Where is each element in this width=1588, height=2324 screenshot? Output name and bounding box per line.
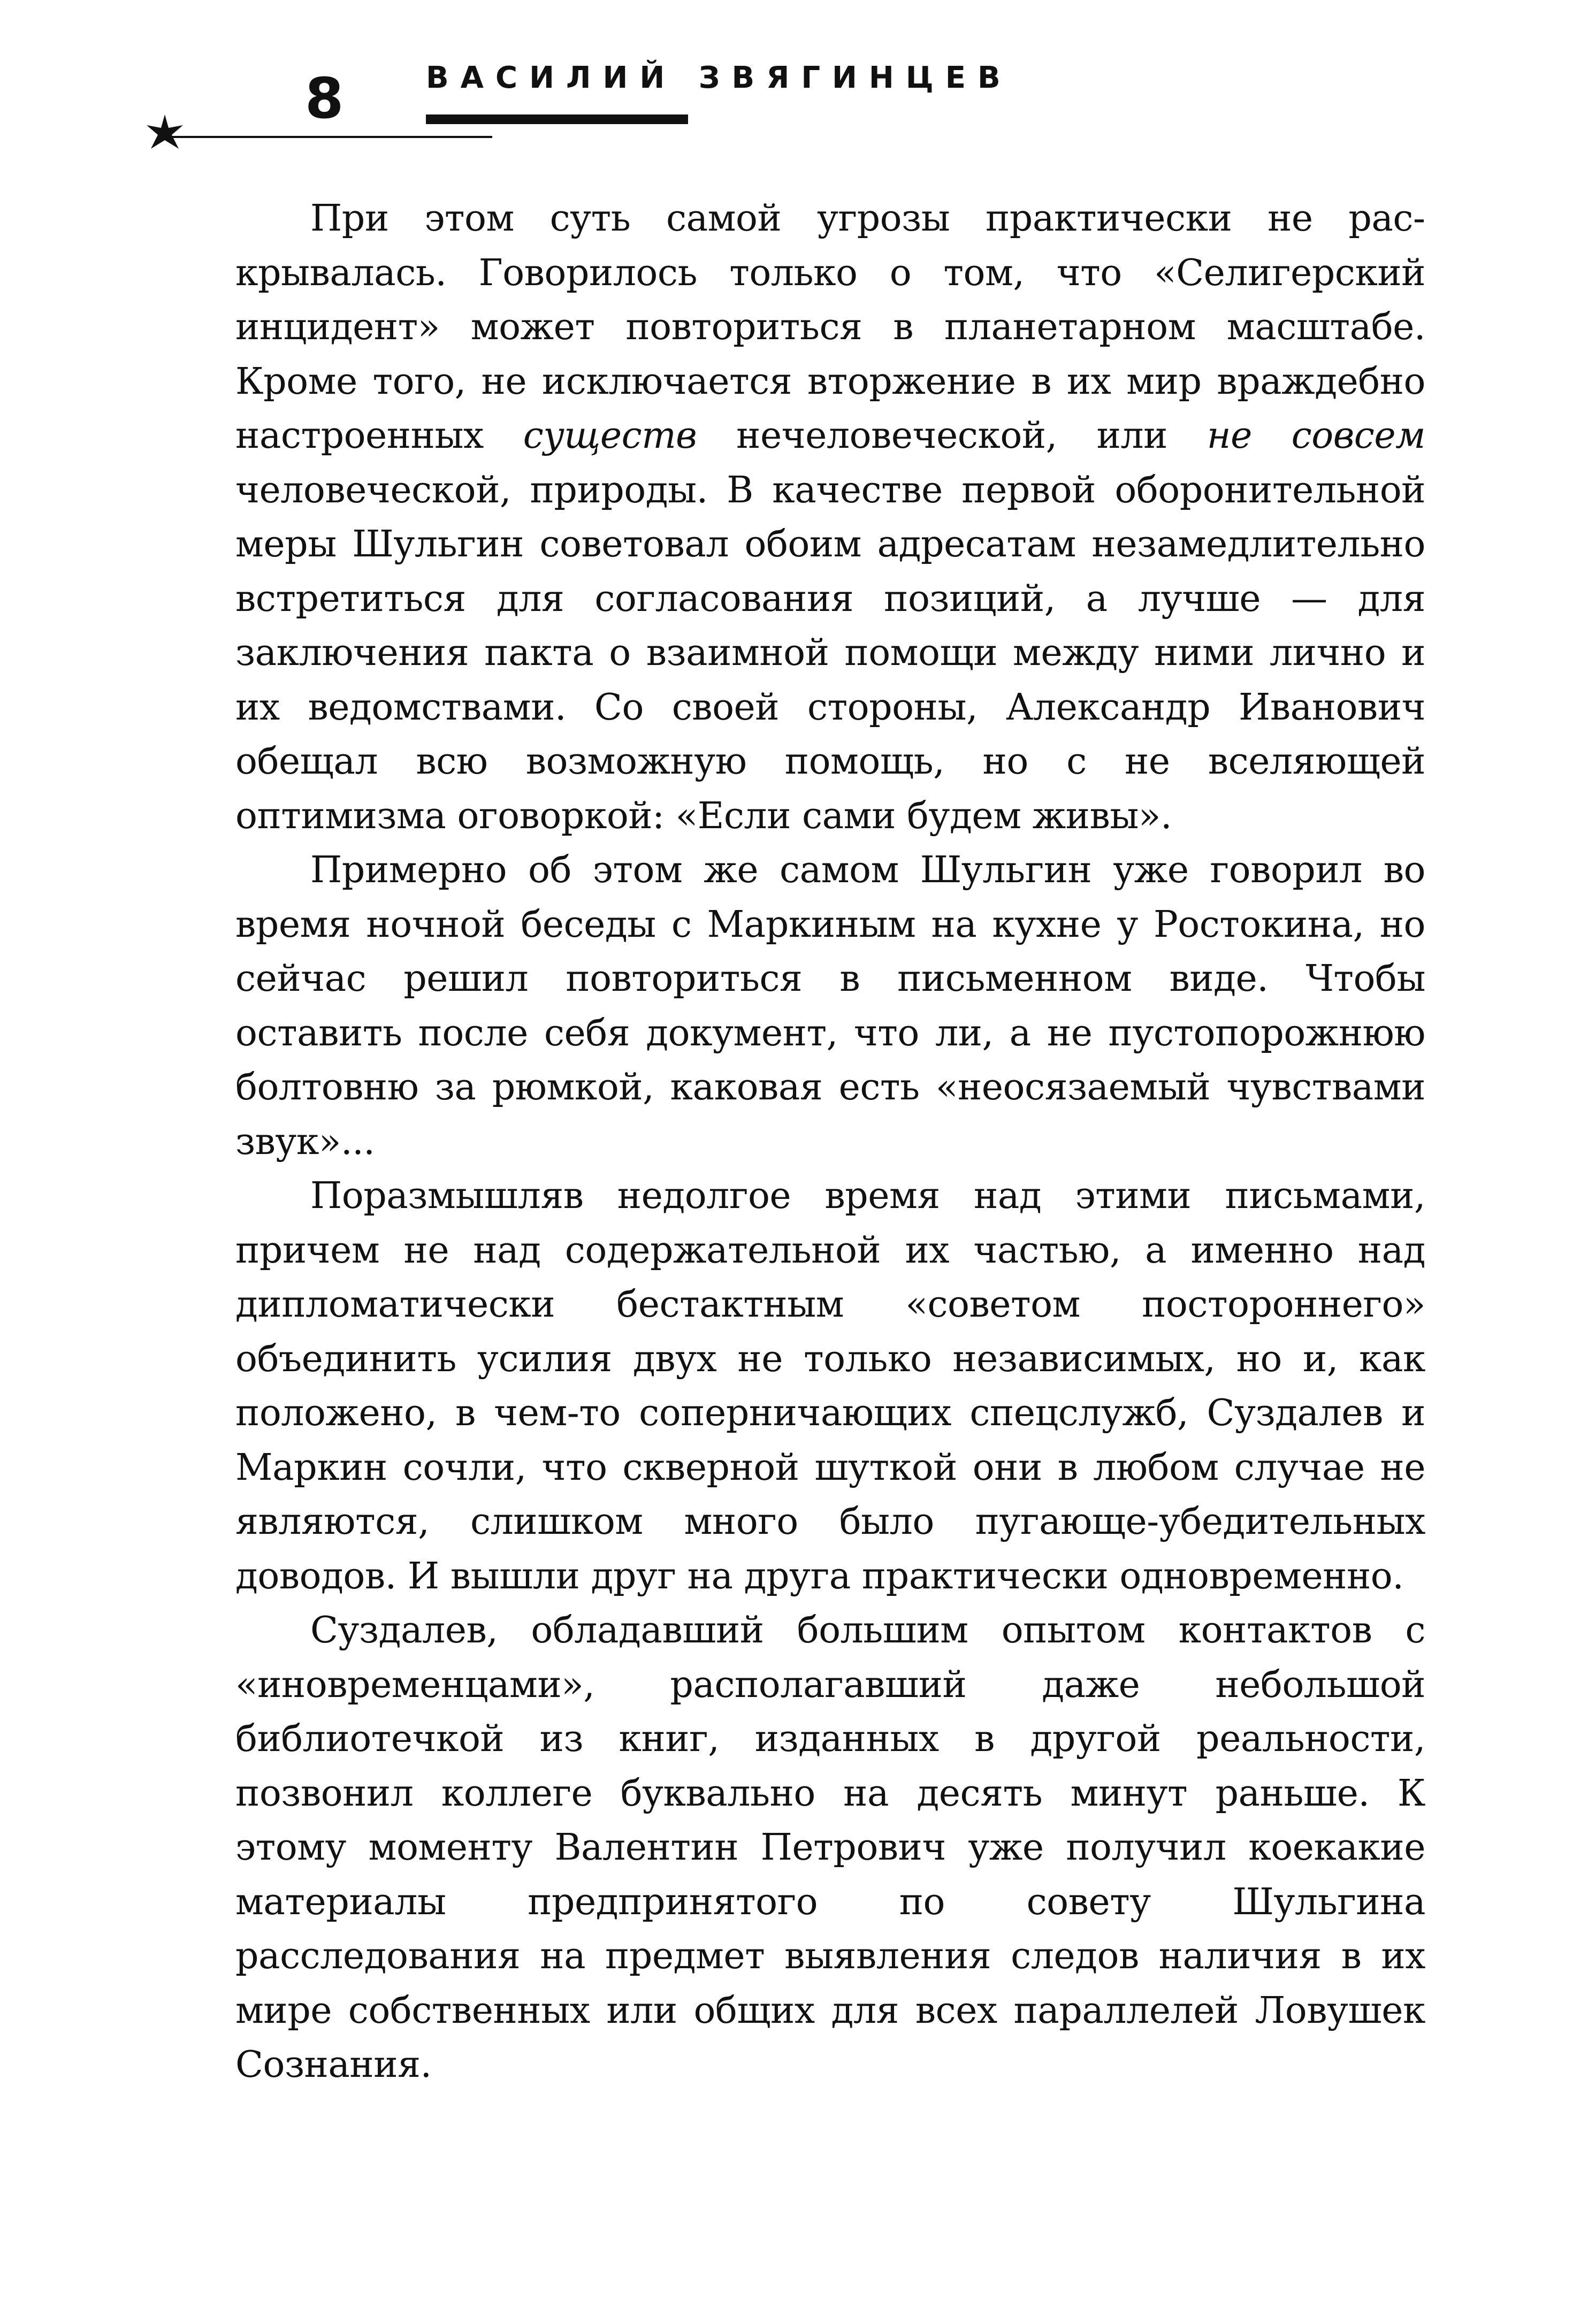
paragraph (235, 843, 1425, 1169)
header-rule-thick (426, 114, 688, 124)
paragraph (235, 192, 1425, 843)
paragraph-text: человеческой, природы. В качестве первой оборонительной меры Шульгин советовал обоим адресатам незамедлительно встретиться для согласования позиций, а лучше — для заключения пакта о взаимной помощи между ними лично и их ведомствами. Со своей стороны, Александр Иванович обещал всю возможную помощь, но с не вселяющей оптимизма оговоркой: «Если сами будем живы». (235, 469, 1425, 837)
paragraph-text: Суздалев, обладавший большим опытом контактов с «иновременцами», располагавший даже небольшой библиотечкой из книг, изданных в другой реальности, позвонил коллеге буквально на десять минут раньше. К этому моменту Валентин Петрович уже получил коекакие материалы предпринятого по совету Шульгина расследования на предмет выявления следов наличия в их мире собственных или общих для всех параллелей Ловушек Сознания. (235, 1609, 1425, 2086)
header-rule-thin (171, 136, 492, 138)
page-header (0, 0, 1588, 171)
paragraph-text: Примерно об этом же самом Шульгин уже говорил во время ночной беседы с Маркиным на кухне у Ростокина, но сейчас решил повториться в письменном виде. Чтобы оставить после себя документ, что ли, а не пустопорожнюю болтовню за рюмкой, каковая есть «неосязаемый чувствами звук»... (235, 849, 1425, 1163)
page-number: 8 (305, 66, 344, 131)
italic-word: существ (523, 415, 697, 457)
body-text (235, 192, 1425, 2092)
star-icon (146, 113, 184, 152)
paragraph-text: При этом суть самой угрозы практически не раскрывалась. Говорилось только о том, что «Селигерский инцидент» может повториться в планетарном масштабе. Кроме того, не исключается вторжение в их мир враждебно настроенных (235, 197, 1425, 457)
paragraph (235, 1603, 1425, 2092)
italic-phrase: не совсем (1207, 415, 1425, 457)
paragraph-text: Поразмышляв недолгое время над этими письмами, причем не над содержательной их частью, а именно над дипломатически бестактным «советом постороннего» объединить усилия двух не только независимых, но и, как положено, в чем-то соперничающих спецслужб, Суздалев и Маркин сочли, что скверной шуткой они в любом случае не являются, слишком много было пугающе-убедительных доводов. И вышли друг на друга практически одновременно. (235, 1175, 1425, 1597)
paragraph (235, 1169, 1425, 1603)
running-head-author: ВАСИЛИЙ ЗВЯГИНЦЕВ (426, 60, 1012, 95)
paragraph-text: нечеловеческой, или (697, 415, 1207, 457)
